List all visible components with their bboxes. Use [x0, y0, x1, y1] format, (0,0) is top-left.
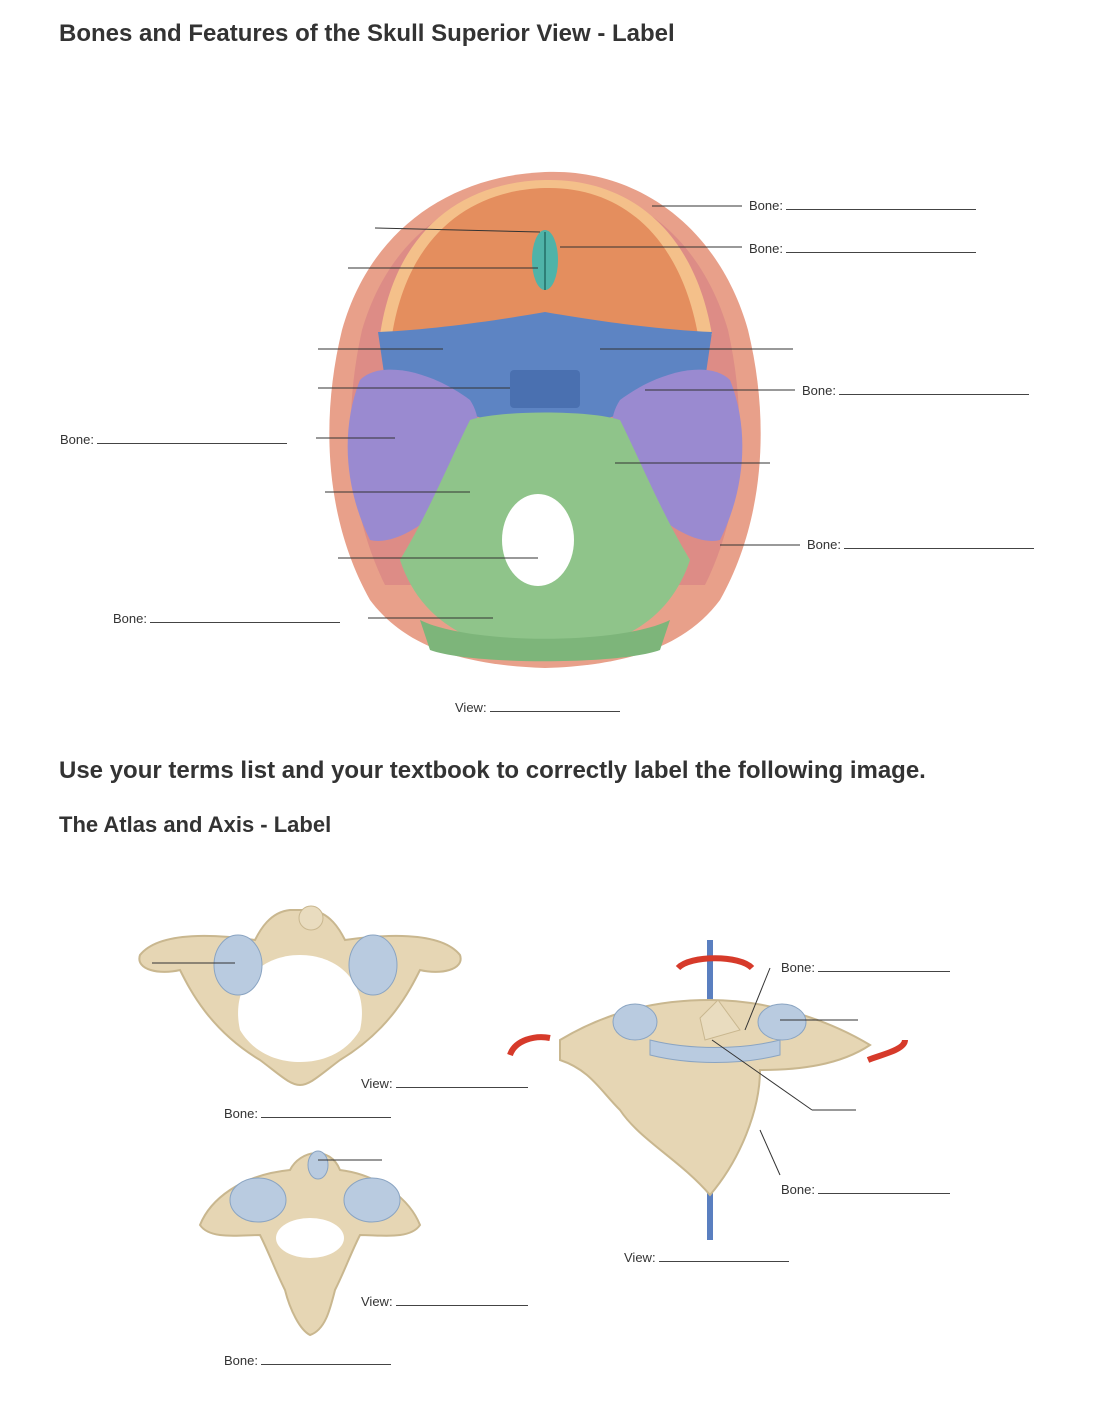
skull-section-title: Bones and Features of the Skull Superior View - Label	[59, 20, 675, 47]
skull-bone-label-2	[749, 241, 976, 256]
label-text: Bone:	[749, 241, 783, 256]
answer-blank[interactable]	[818, 961, 950, 972]
label-text: Bone:	[224, 1353, 258, 1368]
answer-blank[interactable]	[844, 538, 1034, 549]
skull-bone-label-1	[749, 198, 976, 213]
answer-blank[interactable]	[261, 1107, 391, 1118]
label-text: Bone:	[802, 383, 836, 398]
answer-blank[interactable]	[396, 1295, 528, 1306]
label-text: Bone:	[807, 537, 841, 552]
skull-bone-label-6	[113, 611, 340, 626]
atlas-bone-label	[224, 1106, 391, 1121]
answer-blank[interactable]	[490, 701, 620, 712]
answer-blank[interactable]	[786, 199, 976, 210]
label-text: Bone:	[781, 960, 815, 975]
articulation-view-label	[624, 1250, 789, 1265]
label-text: Bone:	[60, 432, 94, 447]
foramen-magnum	[502, 494, 574, 586]
label-text: Bone:	[749, 198, 783, 213]
answer-blank[interactable]	[786, 242, 976, 253]
answer-blank[interactable]	[839, 384, 1029, 395]
label-text: Bone:	[113, 611, 147, 626]
skull-bone-label-5	[60, 432, 287, 447]
skull-bone-label-4	[807, 537, 1034, 552]
answer-blank[interactable]	[818, 1183, 950, 1194]
answer-blank[interactable]	[97, 433, 287, 444]
axis-view-label	[361, 1294, 528, 1309]
answer-blank[interactable]	[150, 612, 340, 623]
atlas-section-title: The Atlas and Axis - Label	[59, 812, 332, 837]
label-text: View:	[624, 1250, 656, 1265]
atlas-view-label	[361, 1076, 528, 1091]
skull-view-label	[455, 700, 620, 715]
label-text: View:	[361, 1294, 393, 1309]
label-text: Bone:	[224, 1106, 258, 1121]
answer-blank[interactable]	[261, 1354, 391, 1365]
articulation-bone-label-bottom	[781, 1182, 950, 1197]
skull-bone-label-3	[802, 383, 1029, 398]
label-text: View:	[361, 1076, 393, 1091]
label-text: View:	[455, 700, 487, 715]
atlas-superior-illustration	[139, 906, 460, 1085]
instructions-heading: Use your terms list and your textbook to correctly label the following image.	[59, 757, 926, 784]
answer-blank[interactable]	[396, 1077, 528, 1088]
answer-blank[interactable]	[659, 1251, 789, 1262]
articulation-bone-label-top	[781, 960, 950, 975]
axis-bone-label	[224, 1353, 391, 1368]
label-text: Bone:	[781, 1182, 815, 1197]
